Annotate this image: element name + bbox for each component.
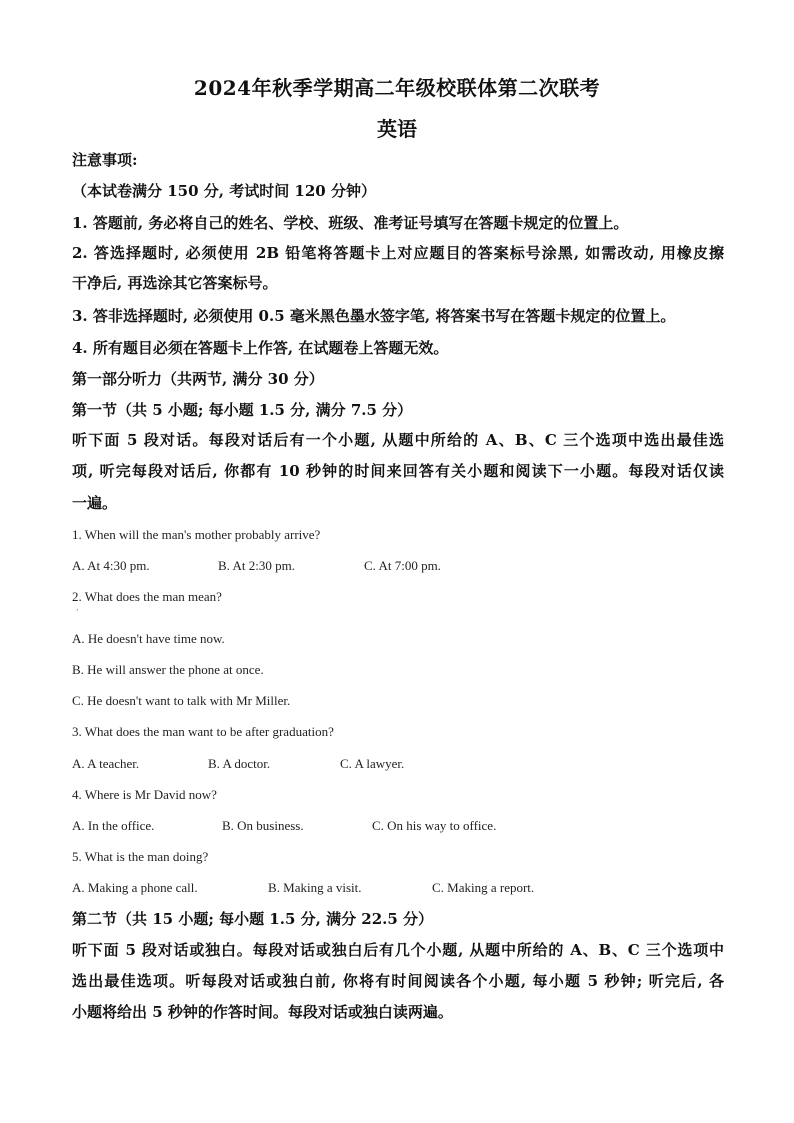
question-2-option-b: B. He will answer the phone at once.: [72, 662, 264, 677]
question-4-stem: 4. Where is Mr David now?: [72, 787, 217, 802]
question-3-option-b: B. A doctor.: [208, 756, 271, 771]
section1-heading: 第一节（共 5 小题; 每小题 1.5 分, 满分 7.5 分）: [72, 401, 413, 419]
question-2-stem: 2. What does the man mean?: [72, 589, 222, 604]
question-4-option-c: C. On his way to office.: [372, 818, 497, 833]
question-1-option-b: B. At 2:30 pm.: [218, 558, 295, 573]
notice-heading: 注意事项:: [72, 151, 138, 169]
part1-heading: 第一部分听力（共两节, 满分 30 分）: [72, 370, 324, 388]
question-3-stem: 3. What does the man want to be after graduation?: [72, 724, 334, 739]
section2-heading: 第二节（共 15 小题; 每小题 1.5 分, 满分 22.5 分）: [72, 910, 434, 928]
question-5-option-a: A. Making a phone call.: [72, 880, 198, 895]
notice-item-1: 1. 答题前, 务必将自己的姓名、学校、班级、准考证号填写在答题卡规定的位置上。: [72, 214, 629, 232]
question-4-option-b: B. On business.: [222, 818, 304, 833]
question-2-option-c: C. He doesn't want to talk with Mr Miller.: [72, 693, 291, 708]
question-4-option-a: A. In the office.: [72, 818, 155, 833]
section1-instruction-3: 一遍。: [72, 494, 118, 512]
section2-instruction-2: 选出最佳选项。听每段对话或独白前, 你将有时间阅读各个小题, 每小题 5 秒钟; 听完后, 各: [72, 972, 724, 990]
notice-item-2-cont: 干净后, 再选涂其它答案标号。: [72, 274, 278, 292]
section2-instruction-1: 听下面 5 段对话或独白。每段对话或独白后有几个小题, 从题中所给的 A、B、C 三个选项中: [72, 941, 724, 959]
notice-meta: （本试卷满分 150 分, 考试时间 120 分钟）: [72, 182, 376, 200]
section1-instruction-1: 听下面 5 段对话。每段对话后有一个小题, 从题中所给的 A、B、C 三个选项中选出最佳选: [72, 431, 724, 449]
question-3-option-a: A. A teacher.: [72, 756, 140, 771]
notice-item-4: 4. 所有题目必须在答题卡上作答, 在试题卷上答题无效。: [72, 339, 449, 357]
question-3-option-c: C. A lawyer.: [340, 756, 405, 771]
stray-dot: ·: [76, 606, 79, 616]
exam-subject: 英语: [377, 117, 417, 141]
section2-instruction-3: 小题将给出 5 秒钟的作答时间。每段对话或独白读两遍。: [72, 1003, 453, 1021]
notice-item-3: 3. 答非选择题时, 必须使用 0.5 毫米黑色墨水签字笔, 将答案书写在答题卡规定的位置上。: [72, 307, 676, 325]
notice-item-2: 2. 答选择题时, 必须使用 2B 铅笔将答题卡上对应题目的答案标号涂黑, 如需改动, 用橡皮擦: [72, 244, 724, 262]
question-1-option-c: C. At 7:00 pm.: [364, 558, 441, 573]
question-1-option-a: A. At 4:30 pm.: [72, 558, 150, 573]
question-5-stem: 5. What is the man doing?: [72, 849, 209, 864]
question-5-option-c: C. Making a report.: [432, 880, 535, 895]
question-1-stem: 1. When will the man's mother probably arrive?: [72, 527, 321, 542]
exam-title: 2024年秋季学期高二年级校联体第二次联考: [193, 76, 601, 100]
section1-instruction-2: 项, 听完每段对话后, 你都有 10 秒钟的时间来回答有关小题和阅读下一小题。每段对话仅读: [72, 462, 724, 480]
question-5-option-b: B. Making a visit.: [268, 880, 362, 895]
question-2-option-a: A. He doesn't have time now.: [72, 631, 225, 646]
